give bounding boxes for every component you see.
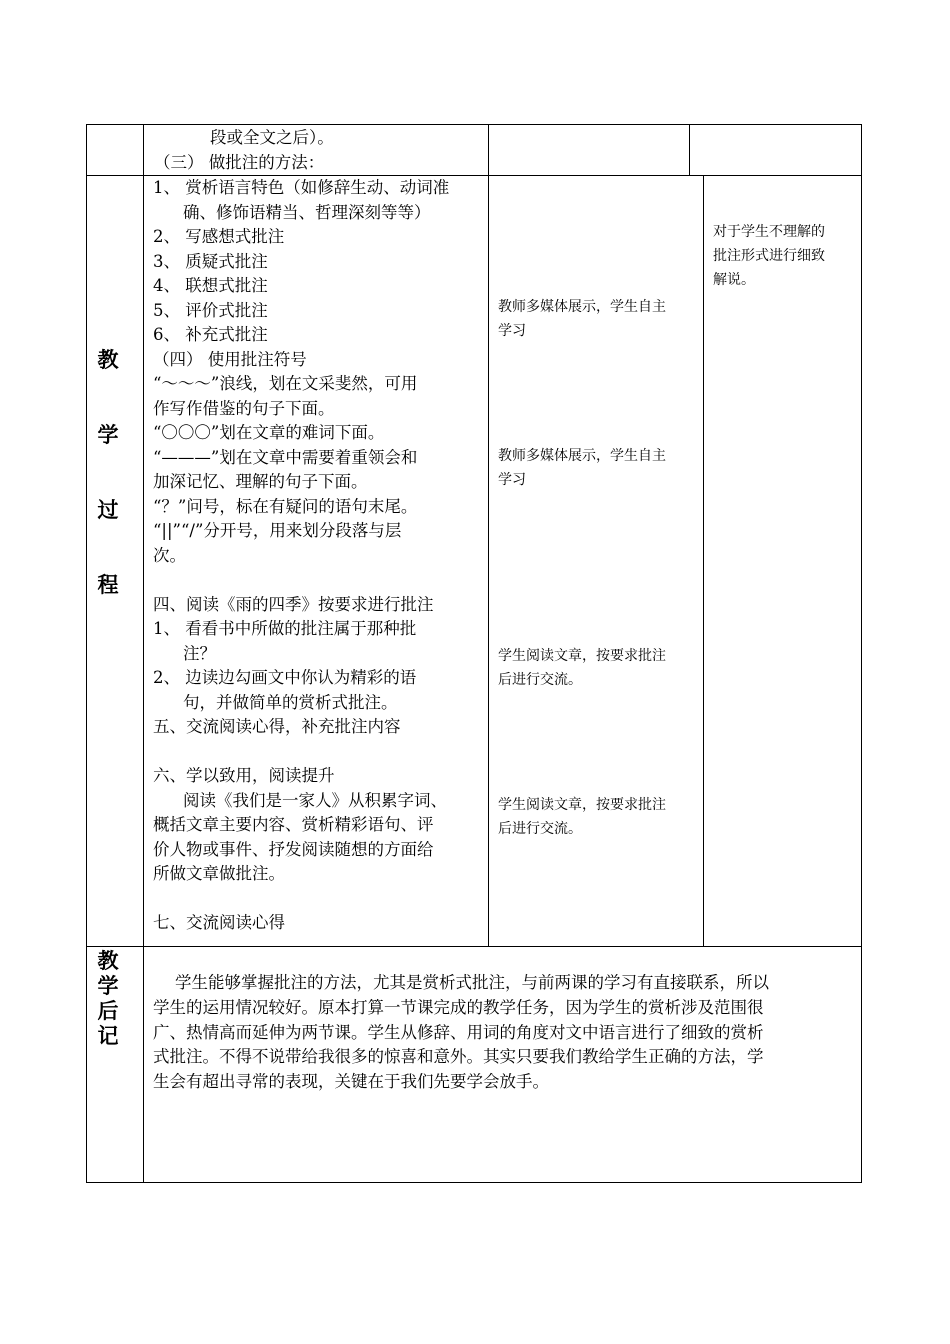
content-line: 5、 评价式批注	[153, 300, 268, 320]
blank-line	[153, 887, 449, 912]
activity-note-line: 学习	[498, 472, 526, 488]
intent-note-line: 批注形式进行细致	[713, 248, 825, 264]
activity-note-line: 学生阅读文章，按要求批注	[498, 797, 666, 813]
content-line: 价人物或事件、抒发阅读随想的方面给	[153, 839, 434, 859]
reflection-line: 式批注。不得不说带给我很多的惊喜和意外。其实只要我们教给学生正确的方法，学	[153, 1047, 764, 1067]
content-line: 五、交流阅读心得，补充批注内容	[153, 717, 401, 736]
content-line: 确、修饰语精当、哲理深刻等等）	[183, 202, 431, 222]
intent-note-line: 对于学生不理解的	[713, 224, 825, 240]
content-line: 4、 联想式批注	[153, 276, 268, 295]
intent-note	[713, 220, 825, 292]
content-line: “？”问号，标在有疑问的语句末尾。	[153, 496, 418, 516]
activity-note-line: 后进行交流。	[498, 672, 582, 688]
col-divider-label	[143, 124, 144, 1183]
content-line: 6、 补充式批注	[153, 325, 268, 344]
reflection-label	[88, 948, 128, 1048]
content-line: 四、阅读《雨的四季》按要求进行批注	[153, 594, 434, 614]
content-line: 所做文章做批注。	[153, 864, 285, 883]
content-line: 作写作借鉴的句子下面。	[153, 398, 335, 418]
table-border-bottom	[86, 1182, 862, 1183]
content-line: 2、 边读边勾画文中你认为精彩的语	[153, 668, 417, 687]
content-line: 概括文章主要内容、赏析精彩语句、评	[153, 815, 434, 834]
table-border-right	[861, 124, 862, 1183]
activity-note	[498, 295, 666, 343]
content-line: 注？	[183, 643, 216, 663]
reflection-line: 广、热情高而延伸为两节课。学生从修辞、用词的角度对文中语言进行了细致的赏析	[153, 1022, 764, 1042]
reflection-content	[153, 971, 769, 1095]
content-line: 阅读《我们是一家人》从积累字词、	[183, 790, 447, 810]
content-line: “———”划在文章中需要着重领会和	[153, 447, 418, 467]
content-line: “〇〇〇”划在文章的难词下面。	[153, 423, 385, 442]
top-row-content	[150, 126, 334, 175]
process-label-char: 教	[97, 347, 119, 372]
top-row-line: 段或全文之后）。	[210, 128, 334, 147]
intent-note-line: 解说。	[713, 272, 755, 288]
activity-note-line: 学习	[498, 323, 526, 339]
col-divider-activity-top	[689, 124, 690, 176]
content-line: “||”“/”分开号，用来划分段落与层	[153, 521, 402, 540]
activity-note	[498, 644, 666, 692]
content-line: 2、 写感想式批注	[153, 227, 285, 246]
content-line: 3、 质疑式批注	[153, 251, 268, 271]
content-line: 加深记忆、理解的句子下面。	[153, 472, 368, 491]
process-label-char: 程	[97, 572, 119, 597]
content-line: 六、学以致用，阅读提升	[153, 766, 335, 785]
reflection-line: 生会有超出寻常的表现，关键在于我们先要学会放手。	[153, 1072, 549, 1092]
table-border-left	[86, 124, 87, 1183]
col-divider-activity	[703, 175, 704, 947]
content-line: （四） 使用批注符号	[153, 349, 307, 369]
top-row-line: （三） 做批注的方法：	[154, 152, 325, 172]
table-border-top	[86, 124, 862, 125]
activity-note	[498, 793, 666, 841]
content-line: 句，并做简单的赏析式批注。	[183, 692, 398, 712]
content-line: 1、 赏析语言特色（如修辞生动、动词准	[153, 178, 450, 197]
reflection-line: 学生的运用情况较好。原本打算一节课完成的教学任务，因为学生的赏析涉及范围很	[153, 997, 764, 1017]
col-divider-content	[488, 124, 489, 947]
activity-note-line: 后进行交流。	[498, 821, 582, 837]
content-line: 1、 看看书中所做的批注属于那种批	[153, 619, 417, 638]
activity-note-line: 学生阅读文章，按要求批注	[498, 648, 666, 664]
reflection-label-char: 学	[97, 973, 119, 998]
reflection-line: 学生能够掌握批注的方法，尤其是赏析式批注，与前两课的学习有直接联系，所以	[175, 973, 769, 992]
reflection-label-char: 后	[97, 998, 119, 1023]
reflection-label-char: 教	[97, 948, 119, 973]
activity-note-line: 教师多媒体展示，学生自主	[498, 448, 666, 464]
content-line: 次。	[153, 545, 186, 565]
blank-line	[153, 740, 449, 765]
process-label-char: 过	[97, 497, 119, 522]
process-content	[153, 176, 449, 936]
row-divider-2	[86, 946, 862, 947]
reflection-label-char: 记	[97, 1023, 119, 1048]
blank-line	[153, 568, 449, 593]
process-label-char: 学	[97, 422, 119, 447]
activity-note-line: 教师多媒体展示，学生自主	[498, 299, 666, 315]
activity-note	[498, 444, 666, 492]
content-line: 七、交流阅读心得	[153, 913, 285, 932]
content-line: “～～～”浪线，划在文采斐然，可用	[153, 374, 418, 393]
